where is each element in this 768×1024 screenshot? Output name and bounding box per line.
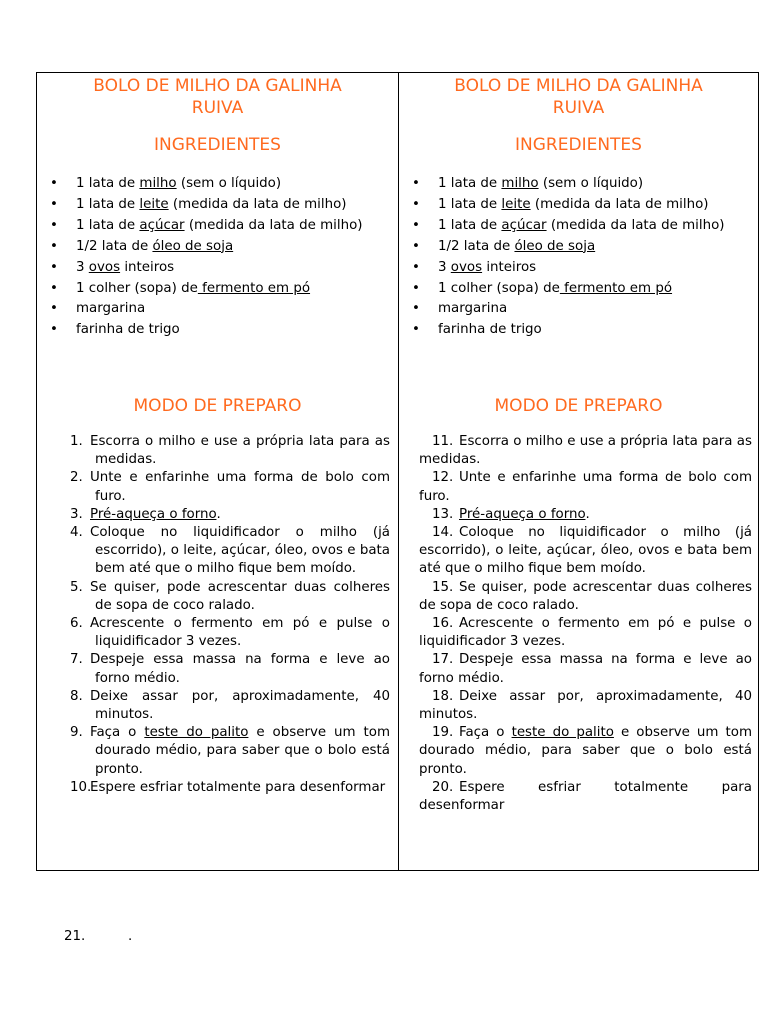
- step-text: [419, 615, 752, 651]
- text: Faça o: [90, 725, 145, 741]
- bullet-icon: •: [50, 217, 58, 233]
- footer-text: .: [128, 929, 133, 944]
- ingredient-link[interactable]: milho: [139, 176, 177, 191]
- ingredient-link[interactable]: ovos: [88, 259, 121, 275]
- step-item: [399, 579, 752, 615]
- step-text: [419, 779, 752, 815]
- step-text: [419, 469, 752, 505]
- preparation-heading: MODO DE PREPARO: [494, 396, 663, 416]
- text: inteiros: [482, 259, 537, 275]
- text: Despeje essa massa na forma e leve ao forno médio.: [90, 652, 390, 686]
- bullet-icon: •: [50, 280, 58, 296]
- bullet-icon: •: [50, 238, 58, 254]
- step-item: [37, 779, 390, 797]
- step-number: 11.: [432, 434, 454, 449]
- step-number: 7.: [70, 652, 83, 668]
- step-item: [399, 469, 752, 505]
- ingredient-link[interactable]: milho: [501, 176, 539, 191]
- footer-numbered-item: [64, 928, 133, 946]
- step-number: 4.: [70, 525, 83, 541]
- step-item: [37, 579, 390, 615]
- ingredient-link[interactable]: óleo de soja: [152, 238, 234, 254]
- preparation-heading: MODO DE PREPARO: [133, 396, 302, 416]
- step-item: [399, 433, 752, 469]
- footer-number: 21.: [64, 929, 86, 944]
- step-number: 18.: [432, 688, 454, 704]
- text: (medida da lata de milho): [168, 196, 347, 212]
- ingredient-item: [37, 299, 390, 320]
- step-text: [419, 579, 752, 615]
- text: Coloque no liquidificador o milho (já escorrido), o leite, açúcar, óleo, ovos e bata bem até que o milho fique bem moído.: [419, 525, 752, 577]
- ingredient-link[interactable]: leite: [501, 196, 531, 212]
- ingredients-heading: INGREDIENTES: [515, 135, 642, 155]
- text: (sem o líquido): [176, 176, 282, 191]
- text: 1 lata de: [438, 217, 502, 233]
- text: .: [585, 506, 590, 522]
- text: Espere esfriar totalmente para desenformar: [90, 779, 386, 795]
- recipe-card-table: [36, 72, 759, 871]
- ingredients-heading: INGREDIENTES: [154, 135, 281, 155]
- ingredient-link[interactable]: fermento em pó: [197, 280, 311, 296]
- recipe-column-left: [37, 73, 398, 870]
- step-number: 16.: [432, 616, 454, 632]
- bullet-icon: •: [50, 301, 58, 317]
- text: 1/2 lata de: [438, 238, 515, 254]
- text: Se quiser, pode acrescentar duas colheres de sopa de coco ralado.: [90, 579, 390, 613]
- text: e observe um tom dourado médio, para saber que o bolo está pronto.: [95, 725, 390, 777]
- text: Deixe assar por, aproximadamente, 40 minutos.: [419, 688, 752, 723]
- bullet-icon: •: [412, 280, 420, 296]
- bullet-icon: •: [412, 217, 420, 233]
- text: (medida da lata de milho): [530, 196, 709, 212]
- ingredient-item: [37, 320, 390, 341]
- text: Escorra o milho e use a própria lata para as medidas.: [419, 434, 752, 468]
- step-item: [399, 651, 752, 687]
- step-text: [90, 579, 390, 615]
- ingredient-item: [399, 279, 752, 300]
- ingredient-link[interactable]: óleo de soja: [514, 238, 596, 254]
- text: Se quiser, pode acrescentar duas colheres de sopa de coco ralado.: [419, 579, 752, 613]
- text: Escorra o milho e use a própria lata para as medidas.: [90, 434, 390, 468]
- ingredient-item: [399, 320, 752, 341]
- text: Faça o: [459, 725, 512, 741]
- step-item: [37, 651, 390, 687]
- step-text: [90, 688, 390, 724]
- bullet-icon: •: [412, 301, 420, 317]
- ingredient-item: [399, 195, 752, 216]
- bullet-icon: •: [412, 196, 420, 212]
- bullet-icon: •: [412, 176, 420, 191]
- step-number: 14.: [432, 525, 454, 541]
- step-text: [419, 651, 752, 687]
- step-item: [399, 724, 752, 779]
- step-number: 12.: [432, 470, 454, 486]
- text: (sem o líquido): [538, 176, 644, 191]
- step-number: 9.: [70, 725, 83, 741]
- text: margarina: [76, 301, 146, 317]
- step-text: [419, 506, 752, 524]
- steps-list: [37, 433, 390, 797]
- text: 1 lata de: [76, 217, 140, 233]
- step-number: 3.: [70, 506, 83, 522]
- step-number: 19.: [432, 725, 454, 741]
- bullet-icon: •: [50, 176, 58, 191]
- steps-list: [399, 433, 752, 815]
- step-number: 5.: [70, 579, 83, 595]
- ingredients-list: [37, 174, 390, 341]
- text: Acrescente o fermento em pó e pulse o liquidificador 3 vezes.: [90, 616, 390, 650]
- recipe-title: BOLO DE MILHO DA GALINHA RUIVA: [454, 76, 703, 118]
- bullet-icon: •: [50, 196, 58, 212]
- step-link[interactable]: Pré-aqueça o forno: [90, 506, 217, 522]
- ingredient-item: [399, 216, 752, 237]
- step-text: [90, 469, 390, 505]
- ingredient-link[interactable]: leite: [139, 196, 169, 212]
- text: 1 lata de: [438, 176, 502, 191]
- ingredient-link[interactable]: açúcar: [139, 217, 185, 233]
- bullet-icon: •: [412, 322, 420, 338]
- text: inteiros: [120, 259, 175, 275]
- bullet-icon: •: [50, 259, 58, 275]
- text: 1 lata de: [76, 196, 140, 212]
- ingredient-item: [37, 216, 390, 237]
- step-text: [90, 524, 390, 579]
- ingredient-item: [399, 299, 752, 320]
- ingredient-item: [37, 195, 390, 216]
- text: 1/2 lata de: [76, 238, 153, 254]
- step-text: [90, 779, 390, 797]
- text: Unte e enfarinhe uma forma de bolo com furo.: [419, 470, 752, 504]
- text: farinha de trigo: [438, 322, 542, 338]
- step-number: 2.: [70, 470, 83, 486]
- step-item: [399, 615, 752, 651]
- step-text: [419, 524, 752, 579]
- text: Coloque no liquidificador o milho (já escorrido), o leite, açúcar, óleo, ovos e bata bem até que o milho fique bem moído.: [90, 525, 390, 577]
- step-text: [90, 615, 390, 651]
- bullet-icon: •: [412, 238, 420, 254]
- recipe-title: BOLO DE MILHO DA GALINHA RUIVA: [93, 76, 342, 118]
- ingredient-item: [37, 279, 390, 300]
- bullet-icon: •: [412, 259, 420, 275]
- recipe-column-right: [398, 73, 758, 870]
- step-item: [37, 688, 390, 724]
- step-item: [37, 724, 390, 779]
- step-number: 8.: [70, 688, 83, 704]
- step-link[interactable]: teste do palito: [144, 725, 249, 741]
- step-text: [419, 724, 752, 779]
- ingredient-item: [37, 237, 390, 258]
- text: 1 lata de: [438, 196, 502, 212]
- text: farinha de trigo: [76, 322, 180, 338]
- text: Despeje essa massa na forma e leve ao forno médio.: [419, 652, 752, 686]
- step-number: 17.: [432, 652, 454, 668]
- ingredients-list: [399, 174, 752, 341]
- text: margarina: [438, 301, 508, 317]
- text: Deixe assar por, aproximadamente, 40 minutos.: [90, 688, 390, 723]
- ingredient-item: [399, 258, 752, 279]
- ingredient-link[interactable]: ovos: [450, 259, 483, 275]
- text: Unte e enfarinhe uma forma de bolo com furo.: [90, 470, 390, 504]
- step-number: 10.: [70, 779, 92, 795]
- text: (medida da lata de milho): [546, 217, 725, 233]
- ingredient-item: [399, 174, 752, 195]
- step-item: [399, 506, 752, 524]
- text: (medida da lata de milho): [184, 217, 363, 233]
- step-link[interactable]: teste do palito: [511, 725, 614, 741]
- text: 1 lata de: [76, 176, 140, 191]
- step-text: [90, 506, 390, 524]
- step-number: 1.: [70, 434, 83, 449]
- step-item: [399, 524, 752, 579]
- step-item: [37, 433, 390, 469]
- step-number: 13.: [432, 506, 454, 522]
- step-item: [37, 524, 390, 579]
- step-item: [37, 469, 390, 505]
- step-number: 20.: [432, 779, 454, 795]
- step-item: [37, 615, 390, 651]
- step-text: [90, 433, 390, 469]
- bullet-icon: •: [50, 322, 58, 338]
- text: 3: [438, 259, 451, 275]
- ingredient-item: [37, 258, 390, 279]
- step-number: 15.: [432, 579, 454, 595]
- step-item: [399, 779, 752, 815]
- step-text: [419, 688, 752, 724]
- text: 1 colher (sopa) de: [76, 280, 198, 296]
- ingredient-item: [399, 237, 752, 258]
- text: e observe um tom dourado médio, para saber que o bolo está pronto.: [419, 725, 752, 777]
- step-text: [90, 724, 390, 779]
- text: Espere esfriar totalmente para desenformar: [419, 779, 752, 814]
- step-link[interactable]: Pré-aqueça o forno: [459, 506, 586, 522]
- step-text: [90, 651, 390, 687]
- text: Acrescente o fermento em pó e pulse o liquidificador 3 vezes.: [419, 616, 752, 650]
- step-item: [399, 688, 752, 724]
- ingredient-item: [37, 174, 390, 195]
- step-number: 6.: [70, 616, 83, 632]
- text: 1 colher (sopa) de: [438, 280, 560, 296]
- text: .: [216, 506, 221, 522]
- step-item: [37, 506, 390, 524]
- ingredient-link[interactable]: fermento em pó: [559, 280, 673, 296]
- step-text: [419, 433, 752, 469]
- ingredient-link[interactable]: açúcar: [501, 217, 547, 233]
- text: 3: [76, 259, 89, 275]
